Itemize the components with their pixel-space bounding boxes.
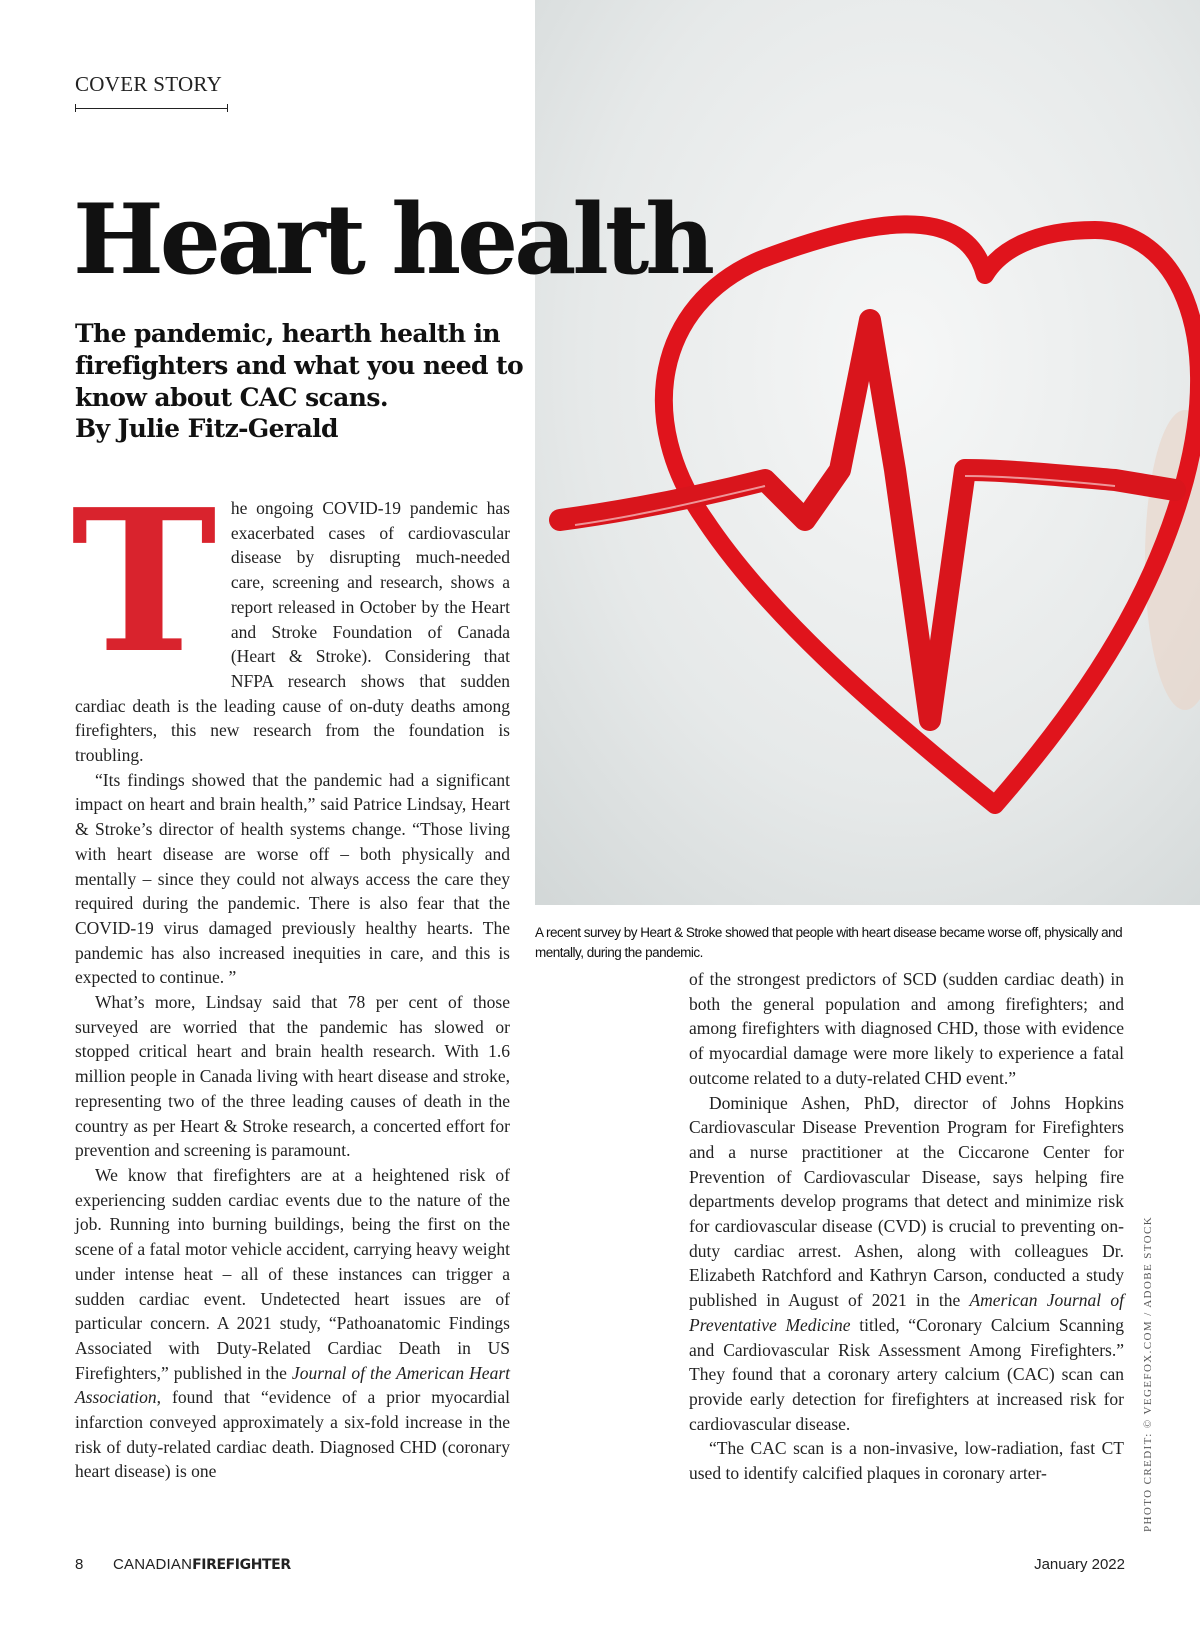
headline: Heart health (73, 183, 712, 296)
article-paragraph (75, 1163, 510, 1484)
issue-date: January 2022 (1034, 1556, 1125, 1573)
article-paragraph: “The CAC scan is a non-invasive, low-radiation, fast CT used to identify calcified plaques in coronary arter- (689, 1438, 1124, 1484)
dek: The pandemic, hearth health in firefighters and what you need to know about CAC scans. (75, 319, 524, 412)
drop-cap: T (71, 467, 217, 697)
article-paragraph (689, 1091, 1124, 1437)
paragraph-text: he ongoing COVID-19 pandemic has exacerbated cases of cardiovascular disease by disrupting much-needed care, screening and research, shows a report released in October by the Heart and Stroke Foundation of Canada (Heart & Stroke). Considering that NFPA research shows that sudden cardiac death is the leading cause of on-duty deaths among firefighters, this new research from the foundation is troubling. (75, 498, 510, 766)
article-column-1 (71, 467, 510, 1484)
section-label: COVER STORY (75, 72, 223, 96)
section-rule (75, 108, 228, 109)
article-column-2 (689, 967, 1124, 1486)
paragraph-text: Dominique Ashen, PhD, director of Johns Hopkins Cardiovascular Disease Prevention Program for Firefighters and a nurse practitioner at the Ciccarone Center for Prevention of Cardiovascular Disease, says helping fire departments develop programs that detect and minimize risk for cardiovascular disease (CVD) is crucial to preventing on-duty cardiac arrest. Ashen, along with colleagues Dr. Elizabeth Ratchford and Kathryn Carson, conducted a study published in August of 2021 in the (689, 1092, 1124, 1311)
byline: By Julie Fitz-Gerald (75, 414, 338, 443)
article-paragraph: of the strongest predictors of SCD (sudden cardiac death) in both the general population and among firefighters; and among firefighters with diagnosed CHD, those with evidence of myocardial damage were more likely to experience a fatal outcome related to a duty-related CHD event.” (689, 969, 1124, 1088)
journal-title: American Journal of Preventative Medicine (689, 1290, 1125, 1335)
hero-image (535, 0, 1200, 905)
magazine-name (113, 1556, 291, 1573)
photo-credit: PHOTO CREDIT: © VEGEFOX.COM / ADOBE STOCK (1142, 1215, 1154, 1532)
magazine-prefix: CANADIAN (113, 1556, 193, 1573)
article-paragraph: What’s more, Lindsay said that 78 per cent of those surveyed are worried that the pandemic has slowed or stopped critical heart and brain health research. With 1.6 million people in Canada living with heart disease and stroke, representing two of the three leading causes of death in the country as per Heart & Stroke research, a concerted effort for prevention and screening is paramount. (75, 992, 510, 1161)
magazine-title: FIREFIGHTER (192, 1557, 291, 1573)
paragraph-text: titled, “Coronary Calcium Scanning and Cardiovascular Risk Assessment Among Firefighters.” They found that a coronary artery calcium (CAC) scan can provide early detection for firefighters at increased risk for cardiovascular disease. (689, 1314, 1124, 1434)
heart-heartbeat-illustration-icon (535, 0, 1200, 905)
paragraph-text: We know that firefighters are at a heightened risk of experiencing sudden cardiac events due to the nature of the job. Running into burning buildings, being the first on the scene of a fatal motor vehicle accident, carrying heavy weight under intense heat – all of these instances can trigger a sudden cardiac event. Undetected heart issues are of particular concern. A 2021 study, “Pathoanatomic Findings Associated with Duty-Related Cardiac Death in US Firefighters,” published in the (75, 1164, 510, 1383)
page-number: 8 (75, 1556, 84, 1573)
paragraph-text: , found that “evidence of a prior myocardial infarction conveyed approximately a six-fold increase in the risk of duty-related cardiac death. Diagnosed CHD (coronary heart disease) is one (75, 1387, 510, 1482)
article-paragraph (71, 467, 510, 768)
journal-title: Journal of the American Heart Association (75, 1362, 510, 1408)
article-paragraph: “Its findings showed that the pandemic had a significant impact on heart and brain health,” said Patrice Lindsay, Heart & Stroke’s director of health systems change. “Those living with heart disease are worse off – both physically and mentally – since they could not always access the care they required during the pandemic. There is also fear that the COVID-19 virus damaged previously healthy hearts. The pandemic has also increased inequities in care, and this is expected to continue. ” (75, 769, 510, 988)
image-caption: A recent survey by Heart & Stroke showed that people with heart disease became worse off, physically and mentally, during the pandemic. (535, 925, 1123, 960)
